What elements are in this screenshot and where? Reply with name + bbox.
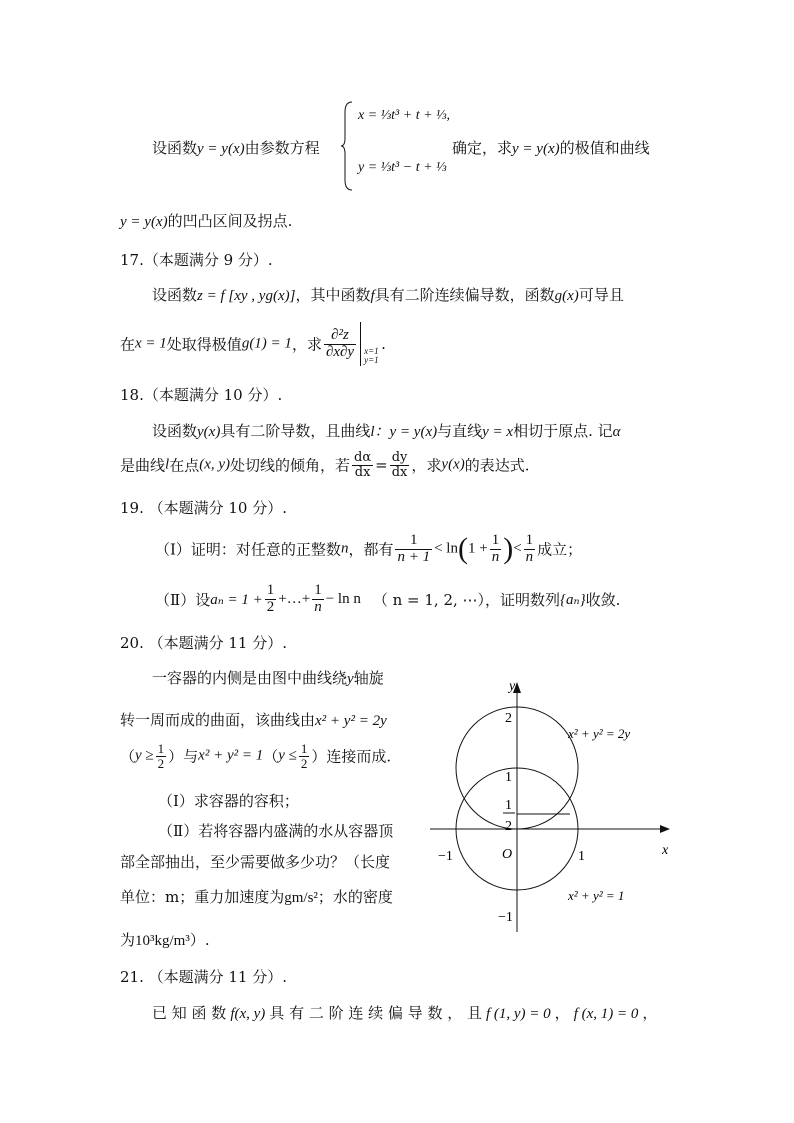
- q19-p2-range: （ n = 1, 2, ⋯），证明数列: [372, 590, 561, 609]
- q19-p1-c: 成立；: [537, 540, 583, 559]
- q16-line1-right: [452, 137, 650, 158]
- q16-intro: 设函数: [152, 139, 198, 157]
- q20-line1: [152, 667, 384, 688]
- q19-ineq2: <: [513, 540, 522, 557]
- q19-frac-1-over-n-a: $\frac{1}{n}$: [491, 531, 500, 565]
- q20-frac-half-1: $\frac{1}{2}$: [157, 741, 165, 771]
- q18-l1-yx: y = x: [482, 424, 514, 440]
- tick-y-neg1: −1: [498, 910, 513, 925]
- q17-derivative: [324, 328, 356, 361]
- q20-l2-eq: x² + y² = 2y: [315, 713, 387, 729]
- q20-l3-b: ）与: [168, 747, 199, 766]
- origin-label: O: [502, 847, 513, 862]
- q17-deriv-num: ∂²z: [324, 328, 356, 345]
- q20-part2: （Ⅱ）若将容器内盛满的水从容器顶: [158, 822, 394, 840]
- q18-frac1-num: dα: [354, 450, 372, 465]
- q19-p2-end: 收敛.: [585, 590, 621, 609]
- q19-p1-b: ，都有: [348, 540, 394, 559]
- q17-header: 17.（本题满分 9 分）.: [120, 251, 273, 269]
- q18-l1-a: 设函数: [152, 422, 198, 440]
- q18-l2-c: 处切线的倾角，若: [230, 456, 351, 475]
- q17-l1-a: 设函数: [152, 286, 198, 304]
- q21-l1-end: ，: [642, 1004, 658, 1022]
- q20-l9-rho: 10³kg/m³: [135, 933, 190, 949]
- q20-frac-half-2: $\frac{1}{2}$: [300, 741, 308, 771]
- q18-l1-c: 与直线: [437, 422, 483, 440]
- q20-l8-g: gm/s²: [284, 890, 318, 906]
- q21-header: 21. （本题满分 11 分）.: [120, 968, 288, 986]
- q19-frac-1-over-n-b: $\frac{1}{n}$: [525, 531, 534, 565]
- q18-line2: 是曲线l在点(x, y)处切线的倾角，若 $\frac{d\alpha}{dx}$ = $\frac{dy}{dx}$ ，求y(x)的表达式.: [120, 450, 530, 480]
- q20-l9-a: 为: [120, 931, 136, 949]
- q19-ineq1: < ln: [434, 540, 458, 557]
- q17-l1-g: g(x): [554, 288, 579, 304]
- q20-l3-a: （: [120, 747, 136, 766]
- q20-line9: [120, 929, 210, 950]
- tick-y-1: 1: [505, 770, 512, 785]
- q19-frac-half: $\frac{1}{2}$: [266, 582, 275, 615]
- q20-line2: [120, 709, 387, 730]
- q17-eval-bar: [360, 322, 381, 366]
- q20-l3-d: ）连接而成.: [311, 747, 392, 766]
- q16-param-y: y = ⅓t³ − t + ⅓: [358, 160, 447, 175]
- q18-l2-pt: (x, y): [199, 456, 231, 473]
- q19-p2-seq: {aₙ}: [560, 591, 586, 608]
- q17-l2-c: ，求: [291, 335, 322, 354]
- x-axis-arrow: [660, 825, 670, 833]
- q16-func2: y = y(x): [512, 141, 560, 157]
- q19-p2-a: （Ⅱ）设: [155, 590, 211, 609]
- q21-l1-b: 具 有 二 阶 连 续 偏 导 数 ， 且: [269, 1004, 482, 1022]
- q20-l1-y: y: [347, 671, 354, 687]
- q18-l1-b: 具有二阶导数，且曲线: [220, 422, 371, 440]
- q19-p1-a: （Ⅰ）证明：对任意的正整数: [155, 540, 341, 559]
- q19-p2-mid: +…+: [278, 590, 311, 607]
- tick-y-2: 2: [505, 711, 512, 726]
- q17-l1-d: 可导且: [578, 286, 624, 304]
- q20-header: 20. （本题满分 11 分）.: [120, 634, 288, 652]
- q16-line2: [120, 210, 292, 231]
- q17-l1-f: f: [370, 288, 375, 304]
- q19-p2-ln: − ln n: [325, 590, 361, 607]
- tick-x-neg1: −1: [438, 849, 453, 864]
- q17-deriv-den: ∂x∂y: [325, 343, 355, 360]
- q20-line8: [120, 886, 393, 907]
- q21-l1-sep: ，: [554, 1004, 570, 1022]
- tick-x-1: 1: [578, 849, 585, 864]
- q18-l1-l: l：y = y(x): [370, 424, 438, 440]
- q16-line2-text: 的凹凸区间及拐点.: [167, 212, 293, 230]
- q17-l2-b: 处取得极值: [166, 335, 242, 354]
- q20-line7: 部全部抽出，至少需要做多少功？（长度: [120, 853, 391, 871]
- q20-part1: （Ⅰ）求容器的容积；: [158, 792, 299, 810]
- q16-ask: 的极值和曲线: [559, 139, 650, 157]
- q21-l1-c1: f (1, y) = 0: [485, 1006, 551, 1022]
- q20-figure: [420, 670, 690, 945]
- q17-cond2: y=1: [364, 355, 379, 365]
- q18-frac2-den: dx: [391, 464, 408, 480]
- q20-l8-b: ；水的密度: [317, 888, 393, 906]
- q19-p2-an: aₙ = 1 +: [210, 591, 263, 608]
- q19-frac-1-over-n-c: $\frac{1}{n}$: [314, 582, 322, 615]
- q20-l3-eq: x² + y² = 1: [198, 747, 264, 764]
- q17-line2: 在x = 1处取得极值g(1) = 1，求 $\frac{\text{∂²z}}{\partial x\partial y}$ x=1 y=1 .: [120, 322, 386, 370]
- q18-l2-l: l: [165, 456, 170, 473]
- q19-header: 19. （本题满分 10 分）.: [120, 499, 288, 517]
- q18-l1-y: y(x): [197, 424, 221, 440]
- q16-left-brace: [340, 100, 356, 192]
- q16-line2-func: y = y(x): [120, 214, 168, 230]
- q18-l2-b: 在点: [169, 456, 200, 475]
- q16-line1: [152, 137, 320, 158]
- axis-y-label: y: [509, 679, 516, 694]
- axis-x-label: x: [662, 843, 669, 858]
- q21-l1-a: 已 知 函 数: [152, 1004, 227, 1022]
- q20-l1: 一容器的内侧是由图中曲线绕: [152, 669, 348, 687]
- q18-frac-dy: [390, 451, 410, 479]
- q18-l2-y: y(x): [441, 456, 465, 473]
- q19-frac-1-over-n-plus-1: $\frac{1}{n + 1}$: [397, 531, 431, 565]
- q18-frac-dalpha: [352, 451, 373, 479]
- q18-l1-alpha: α: [612, 424, 621, 440]
- q17-line1: [152, 284, 624, 305]
- q20-l3-c: （: [263, 747, 279, 766]
- q19-part2: [155, 583, 620, 616]
- q20-l3-cond2: y ≤: [278, 747, 297, 764]
- q17-l1-b: ，其中函数: [295, 286, 371, 304]
- q18-frac2-num: dy: [391, 450, 408, 465]
- q16-func: y = y(x): [197, 141, 245, 157]
- q16-by-param: 由参数方程: [244, 139, 320, 157]
- label-lower-circle: x² + y² = 1: [568, 888, 625, 903]
- q17-l2-g: g(1) = 1: [241, 335, 292, 352]
- q16-determined: 确定，求: [452, 139, 513, 157]
- q17-l1-c: 具有二阶连续偏导数，函数: [374, 286, 555, 304]
- q17-l2-x: x = 1: [135, 335, 167, 352]
- tick-y-half-num: 1: [505, 798, 512, 813]
- q19-part1: （Ⅰ）证明：对任意的正整数n，都有 $\frac{1}{n + 1}$ < ln(1 + $\frac{1}{n}$ )< $\frac{1}{n}$ 成立；: [155, 531, 583, 565]
- q17-l1-z: z = f [xy , yg(x)]: [197, 288, 296, 304]
- q18-frac1-den: dx: [354, 464, 371, 480]
- q17-cond1: x=1: [364, 346, 379, 356]
- q17-l2-a: 在: [120, 335, 136, 354]
- q20-l2: 转一周而成的曲面，该曲线由: [120, 711, 316, 729]
- q18-line1: [152, 420, 620, 441]
- q20-line3: [120, 742, 391, 770]
- q18-header: 18.（本题满分 10 分）.: [120, 386, 283, 404]
- q21-l1-f: f(x, y): [230, 1006, 266, 1022]
- q20-l1-end: 轴旋: [353, 669, 384, 687]
- label-upper-circle: x² + y² = 2y: [568, 726, 631, 741]
- q18-l2-a: 是曲线: [120, 456, 166, 475]
- q18-l1-d: 相切于原点. 记: [513, 422, 613, 440]
- q18-l2-e: 的表达式.: [464, 456, 530, 475]
- q21-l1-c2: f (x, 1) = 0: [573, 1006, 639, 1022]
- q20-l9-b: ）.: [189, 931, 210, 949]
- q19-p1-n: n: [340, 540, 349, 557]
- q16-param-x: x = ⅓t³ + t + ⅓,: [358, 108, 451, 123]
- q18-l2-d: ，求: [411, 456, 442, 475]
- q20-l3-cond1: y ≥: [135, 747, 154, 764]
- q21-line1: [152, 1002, 657, 1023]
- q20-l8-a: 单位：m；重力加速度为: [120, 888, 285, 906]
- tick-y-half-den: 2: [505, 819, 512, 834]
